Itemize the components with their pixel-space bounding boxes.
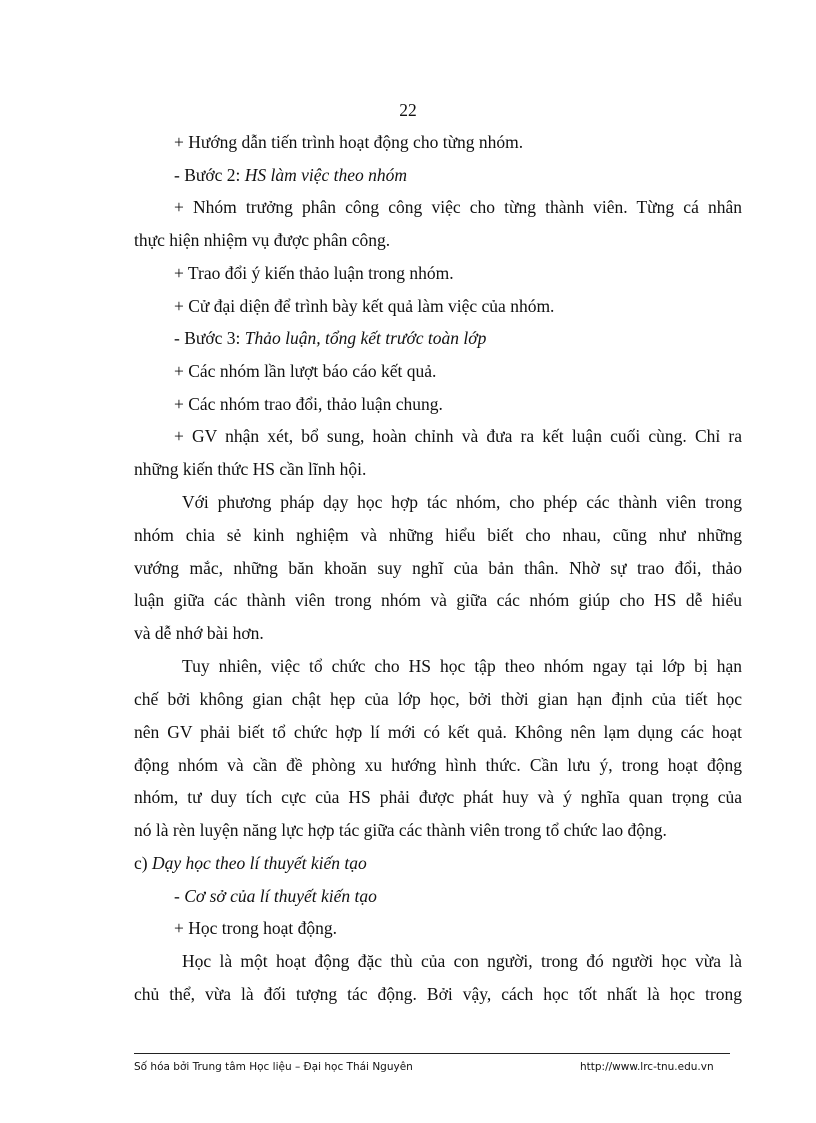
text-line bbox=[134, 754, 742, 776]
line-text: vướng mắc, những băn khoăn suy nghĩ của bản thân. Nhờ sự trao đổi, thảo bbox=[134, 558, 742, 578]
line-text: nên GV phải biết tổ chức hợp lí mới có kết quả. Không nên lạm dụng các hoạt bbox=[134, 722, 742, 742]
text-line bbox=[174, 164, 407, 186]
text-line bbox=[174, 327, 486, 349]
text-line bbox=[134, 688, 742, 710]
line-prefix: - Bước 3: bbox=[174, 328, 245, 348]
line-text: những kiến thức HS cần lĩnh hội. bbox=[134, 459, 367, 479]
text-line bbox=[182, 950, 742, 972]
line-text: Với phương pháp dạy học hợp tác nhóm, cho phép các thành viên trong bbox=[182, 492, 742, 512]
line-text: + Các nhóm trao đổi, thảo luận chung. bbox=[174, 394, 443, 414]
line-text: + Trao đổi ý kiến thảo luận trong nhóm. bbox=[174, 263, 454, 283]
text-line bbox=[134, 458, 366, 480]
line-text: động nhóm và cần đề phòng xu hướng hình thức. Cần lưu ý, trong hoạt động bbox=[134, 755, 742, 775]
text-line bbox=[134, 819, 667, 841]
text-line bbox=[134, 557, 742, 579]
line-text: chủ thể, vừa là đối tượng tác động. Bởi vậy, cách học tốt nhất là học trong bbox=[134, 984, 742, 1004]
text-line bbox=[134, 229, 390, 251]
line-prefix: - Bước 2: bbox=[174, 165, 245, 185]
line-text: nhóm chia sẻ kinh nghiệm và những hiểu biết cho nhau, cũng như những bbox=[134, 525, 742, 545]
text-line bbox=[134, 622, 264, 644]
line-text: + Hướng dẫn tiến trình hoạt động cho từng nhóm. bbox=[174, 132, 524, 152]
line-emphasis: Dạy học theo lí thuyết kiến tạo bbox=[151, 853, 367, 873]
footer-rule bbox=[134, 1053, 730, 1054]
text-line bbox=[174, 917, 337, 939]
footer-source: Số hóa bởi Trung tâm Học liệu – Đại học Thái Nguyên bbox=[134, 1061, 413, 1073]
text-line bbox=[174, 196, 742, 218]
line-text: + Các nhóm lần lượt báo cáo kết quả. bbox=[174, 361, 437, 381]
text-line bbox=[174, 885, 377, 907]
text-line bbox=[134, 524, 742, 546]
line-text: nó là rèn luyện năng lực hợp tác giữa các thành viên trong tổ chức lao động. bbox=[134, 820, 667, 840]
line-text: + Học trong hoạt động. bbox=[174, 918, 337, 938]
text-line bbox=[174, 393, 443, 415]
text-line bbox=[134, 721, 742, 743]
line-emphasis: HS làm việc theo nhóm bbox=[244, 165, 408, 185]
page-number: 22 bbox=[399, 100, 417, 120]
line-text: Học là một hoạt động đặc thù của con người, trong đó người học vừa là bbox=[182, 951, 742, 971]
line-prefix: c) bbox=[134, 853, 152, 873]
text-line bbox=[174, 131, 523, 153]
text-line bbox=[174, 425, 742, 447]
line-emphasis: Thảo luận, tổng kết trước toàn lớp bbox=[244, 328, 487, 348]
line-text: + GV nhận xét, bổ sung, hoàn chỉnh và đưa ra kết luận cuối cùng. Chỉ ra bbox=[174, 426, 742, 446]
text-line bbox=[182, 491, 742, 513]
line-text: và dễ nhớ bài hơn. bbox=[134, 623, 264, 643]
line-text: + Nhóm trưởng phân công công việc cho từng thành viên. Từng cá nhân bbox=[174, 197, 742, 217]
text-line bbox=[174, 360, 436, 382]
line-text: thực hiện nhiệm vụ được phân công. bbox=[134, 230, 391, 250]
text-line bbox=[134, 786, 742, 808]
text-line bbox=[134, 589, 742, 611]
text-line bbox=[182, 655, 742, 677]
text-line bbox=[174, 262, 454, 284]
line-text: luận giữa các thành viên trong nhóm và giữa các nhóm giúp cho HS dễ hiểu bbox=[134, 590, 742, 610]
line-text: chế bởi không gian chật hẹp của lớp học, bởi thời gian hạn định của tiết học bbox=[134, 689, 742, 709]
line-emphasis: - Cơ sở của lí thuyết kiến tạo bbox=[174, 886, 377, 906]
footer-url: http://www.lrc-tnu.edu.vn bbox=[580, 1061, 714, 1073]
text-line bbox=[174, 295, 554, 317]
line-text: nhóm, tư duy tích cực của HS phải được phát huy và ý nghĩa quan trọng của bbox=[134, 787, 742, 807]
text-line bbox=[134, 852, 367, 874]
text-line bbox=[134, 983, 742, 1005]
line-text: + Cử đại diện để trình bày kết quả làm việc của nhóm. bbox=[174, 296, 555, 316]
line-text: Tuy nhiên, việc tổ chức cho HS học tập theo nhóm ngay tại lớp bị hạn bbox=[182, 656, 742, 676]
